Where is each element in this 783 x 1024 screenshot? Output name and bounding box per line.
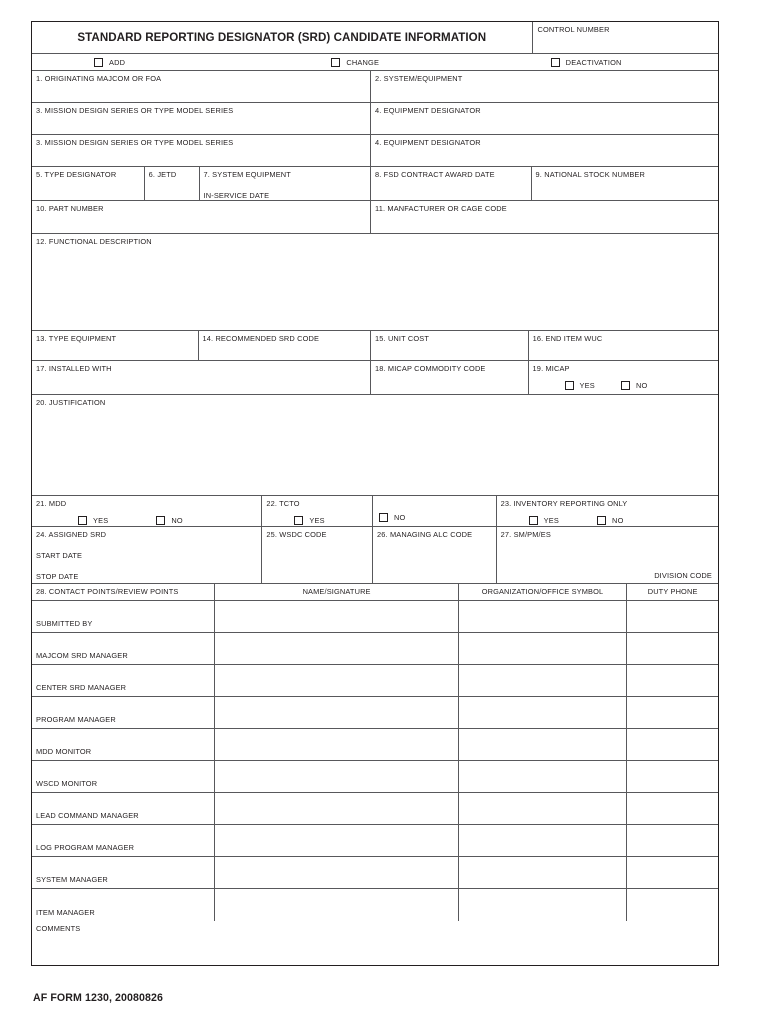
contact-name-cell[interactable] (215, 729, 458, 760)
contact-role: LOG PROGRAM MANAGER (36, 843, 135, 852)
contact-role: MAJCOM SRD MANAGER (36, 651, 128, 660)
row-field-3-4-a (32, 103, 718, 135)
row-comments (32, 921, 718, 965)
field-19-micap[interactable] (529, 361, 718, 394)
contact-header-roles (32, 584, 215, 600)
action-option-add[interactable] (32, 54, 267, 70)
contact-role-cell (32, 889, 215, 921)
field-20-label: 20. JUSTIFICATION (36, 398, 106, 407)
field-2-label: 2. SYSTEM/EQUIPMENT (375, 74, 463, 83)
contact-role-cell (32, 697, 215, 728)
comments-label: COMMENTS (36, 924, 81, 933)
mdd-yes-option[interactable] (78, 516, 108, 525)
contact-header-col2: NAME/SIGNATURE (302, 587, 371, 596)
field-7-system-equipment-in-service-date[interactable] (200, 167, 372, 200)
micap-no-option[interactable] (621, 381, 648, 390)
contact-role-cell (32, 793, 215, 824)
field-16-end-item-wuc[interactable] (529, 331, 718, 360)
contact-phone-cell[interactable] (627, 633, 718, 664)
inventory-no-option[interactable] (597, 516, 624, 525)
field-22-tcto-yes[interactable] (262, 496, 373, 526)
mdd-yes-no-group (78, 516, 261, 525)
mdd-yes-label: YES (93, 516, 109, 525)
comments-field[interactable] (32, 921, 718, 965)
field-3a-label: 3. MISSION DESIGN SERIES OR TYPE MODEL SERIES (36, 106, 234, 115)
add-checkbox[interactable] (94, 58, 103, 67)
field-1-originating-majcom[interactable] (32, 71, 371, 102)
row-field-5-9 (32, 167, 718, 201)
table-row (32, 889, 718, 921)
contact-name-cell[interactable] (215, 697, 458, 728)
field-27-sm-pm-es[interactable] (497, 527, 718, 583)
contact-phone-cell[interactable] (627, 825, 718, 856)
field-8-label: 8. FSD CONTRACT AWARD DATE (375, 170, 495, 179)
field-24-start-date-label: START DATE (36, 551, 83, 560)
row-field-12 (32, 234, 718, 331)
contact-role: SUBMITTED BY (36, 619, 93, 628)
tcto-no-checkbox[interactable] (379, 513, 388, 522)
contact-name-cell[interactable] (215, 825, 458, 856)
page-title: STANDARD REPORTING DESIGNATOR (SRD) CANDIDATE INFORMATION (77, 31, 487, 44)
contact-role: SYSTEM MANAGER (36, 875, 108, 884)
row-field-17-19 (32, 361, 718, 395)
field-12-label: 12. FUNCTIONAL DESCRIPTION (36, 237, 152, 246)
contact-phone-cell[interactable] (627, 793, 718, 824)
contact-role-cell (32, 857, 215, 888)
field-20-justification[interactable] (32, 395, 718, 495)
control-number-label: CONTROL NUMBER (537, 25, 610, 34)
micap-yes-checkbox[interactable] (565, 381, 574, 390)
field-8-fsd-contract-award-date[interactable] (371, 167, 532, 200)
field-19-label: 19. MICAP (532, 364, 570, 373)
field-11-label: 11. MANFACTURER OR CAGE CODE (375, 204, 507, 213)
field-25-label: 25. WSDC CODE (266, 530, 327, 539)
mdd-no-option[interactable] (156, 516, 183, 525)
inventory-yes-no-group (529, 516, 718, 525)
field-4b-label: 4. EQUIPMENT DESIGNATOR (375, 138, 481, 147)
deactivation-label: DEACTIVATION (565, 57, 622, 67)
contact-organization-cell[interactable] (459, 761, 628, 792)
inventory-no-label: NO (612, 516, 624, 525)
contact-role: ITEM MANAGER (36, 908, 95, 917)
contact-phone-cell[interactable] (627, 889, 718, 921)
action-option-deactivation[interactable] (490, 54, 718, 70)
contact-name-cell[interactable] (215, 889, 458, 921)
field-15-unit-cost[interactable] (371, 331, 529, 360)
inventory-yes-checkbox[interactable] (529, 516, 538, 525)
contact-phone-cell[interactable] (627, 665, 718, 696)
table-row (32, 665, 718, 697)
field-6-jetd[interactable] (145, 167, 200, 200)
field-9-label: 9. NATIONAL STOCK NUMBER (535, 170, 645, 179)
contact-header-name (215, 584, 458, 600)
tcto-yes-label: YES (309, 516, 325, 525)
field-22-spacer (377, 499, 496, 509)
table-row (32, 793, 718, 825)
table-row (32, 729, 718, 761)
inventory-no-checkbox[interactable] (597, 516, 606, 525)
add-label: ADD (109, 57, 126, 67)
table-row (32, 761, 718, 793)
deactivation-checkbox[interactable] (551, 58, 560, 67)
row-field-21-23 (32, 496, 718, 527)
tcto-yes-option[interactable] (294, 516, 324, 525)
field-13-label: 13. TYPE EQUIPMENT (36, 334, 117, 343)
field-16-label: 16. END ITEM WUC (532, 334, 603, 343)
action-option-change[interactable] (267, 54, 489, 70)
contact-header-phone (627, 584, 718, 600)
field-4a-label: 4. EQUIPMENT DESIGNATOR (375, 106, 481, 115)
contact-phone-cell[interactable] (627, 729, 718, 760)
row-field-13-16 (32, 331, 718, 361)
field-15-label: 15. UNIT COST (375, 334, 429, 343)
contact-name-cell[interactable] (215, 601, 458, 632)
contact-phone-cell[interactable] (627, 601, 718, 632)
contact-role-cell (32, 601, 215, 632)
tcto-yes-checkbox[interactable] (294, 516, 303, 525)
contact-organization-cell[interactable] (459, 793, 628, 824)
change-checkbox[interactable] (331, 58, 340, 67)
change-label: CHANGE (346, 57, 380, 67)
table-row (32, 633, 718, 665)
field-3a-mission-design-series[interactable] (32, 103, 371, 134)
row-field-3-4-b (32, 135, 718, 167)
form-title-cell (32, 22, 533, 53)
field-13-type-equipment[interactable] (32, 331, 199, 360)
contact-role: WSCD MONITOR (36, 779, 98, 788)
field-12-functional-description[interactable] (32, 234, 718, 330)
field-10-label: 10. PART NUMBER (36, 204, 104, 213)
field-2-system-equipment[interactable] (371, 71, 718, 102)
field-4a-equipment-designator[interactable] (371, 103, 718, 134)
contact-header-col3: ORGANIZATION/OFFICE SYMBOL (481, 587, 604, 596)
field-21-mdd[interactable] (32, 496, 262, 526)
field-24-label: 24. ASSIGNED SRD (36, 530, 107, 539)
field-24-assigned-srd[interactable] (32, 527, 262, 583)
field-5-label: 5. TYPE DESIGNATOR (36, 170, 117, 179)
contact-role-cell (32, 729, 215, 760)
field-4b-equipment-designator[interactable] (371, 135, 718, 166)
field-18-micap-commodity-code[interactable] (371, 361, 529, 394)
field-3b-label: 3. MISSION DESIGN SERIES OR TYPE MODEL SERIES (36, 138, 234, 147)
contact-name-cell[interactable] (215, 793, 458, 824)
field-24-stop-date-label: STOP DATE (36, 572, 79, 581)
field-17-label: 17. INSTALLED WITH (36, 364, 112, 373)
field-7-sublabel: IN-SERVICE DATE (203, 191, 270, 200)
micap-yes-label: YES (579, 381, 595, 390)
field-3b-mission-design-series[interactable] (32, 135, 371, 166)
row-field-20 (32, 395, 718, 496)
field-11-manufacturer-cage-code[interactable] (371, 201, 718, 233)
mdd-no-checkbox[interactable] (156, 516, 165, 525)
form-footer: AF FORM 1230, 20080826 (33, 992, 163, 1004)
inventory-yes-option[interactable] (529, 516, 559, 525)
contact-organization-cell[interactable] (459, 729, 628, 760)
contact-phone-cell[interactable] (627, 697, 718, 728)
contact-role: CENTER SRD MANAGER (36, 683, 127, 692)
contact-phone-cell[interactable] (627, 761, 718, 792)
contact-role-cell (32, 761, 215, 792)
tcto-yes-group (294, 516, 372, 525)
micap-yes-no-group (565, 381, 718, 390)
contact-name-cell[interactable] (215, 633, 458, 664)
contact-header-col4: DUTY PHONE (647, 587, 698, 596)
field-26-label: 26. MANAGING ALC CODE (377, 530, 473, 539)
field-25-wsdc-code[interactable] (262, 527, 373, 583)
field-9-national-stock-number[interactable] (532, 167, 718, 200)
field-14-recommended-srd-code[interactable] (199, 331, 372, 360)
micap-yes-option[interactable] (565, 381, 595, 390)
contact-organization-cell[interactable] (459, 697, 628, 728)
contact-organization-cell[interactable] (459, 601, 628, 632)
contact-organization-cell[interactable] (459, 665, 628, 696)
field-1-label: 1. ORIGINATING MAJCOM OR FOA (36, 74, 162, 83)
field-22-label: 22. TCTO (266, 499, 300, 508)
control-number-field[interactable] (533, 22, 718, 53)
contact-name-cell[interactable] (215, 761, 458, 792)
contact-organization-cell[interactable] (459, 857, 628, 888)
field-6-label: 6. JETD (148, 170, 177, 179)
action-type-row (32, 54, 718, 71)
contact-name-cell[interactable] (215, 665, 458, 696)
inventory-yes-label: YES (543, 516, 560, 525)
field-23-inventory-reporting-only[interactable] (497, 496, 718, 526)
field-10-part-number[interactable] (32, 201, 371, 233)
table-row (32, 825, 718, 857)
field-14-label: 14. RECOMMENDED SRD CODE (202, 334, 320, 343)
field-5-type-designator[interactable] (32, 167, 145, 200)
contact-header-organization (459, 584, 628, 600)
field-23-label: 23. INVENTORY REPORTING ONLY (500, 499, 628, 508)
field-27-division-code-label: DIVISION CODE (654, 571, 712, 580)
af-form-1230 (31, 21, 719, 966)
row-field-24-27 (32, 527, 718, 584)
contact-role-cell (32, 633, 215, 664)
contact-role: PROGRAM MANAGER (36, 715, 116, 724)
tcto-no-label: NO (394, 513, 406, 522)
mdd-yes-checkbox[interactable] (78, 516, 87, 525)
table-row (32, 697, 718, 729)
field-21-label: 21. MDD (36, 499, 67, 508)
tcto-no-group (379, 513, 496, 522)
contact-table-body (32, 601, 718, 921)
field-17-installed-with[interactable] (32, 361, 371, 394)
table-row (32, 857, 718, 889)
field-26-managing-alc-code[interactable] (373, 527, 497, 583)
contact-role: LEAD COMMAND MANAGER (36, 811, 139, 820)
field-22-tcto-no[interactable] (373, 496, 497, 526)
field-7-label: 7. SYSTEM EQUIPMENT (203, 170, 291, 179)
field-27-label: 27. SM/PM/ES (500, 530, 551, 539)
micap-no-label: NO (635, 381, 648, 390)
contact-role: MDD MONITOR (36, 747, 92, 756)
row-field-10-11 (32, 201, 718, 234)
tcto-no-option[interactable] (379, 513, 406, 522)
contact-role-cell (32, 825, 215, 856)
contact-header-col1: 28. CONTACT POINTS/REVIEW POINTS (36, 587, 179, 596)
table-row (32, 601, 718, 633)
contact-role-cell (32, 665, 215, 696)
field-18-label: 18. MICAP COMMODITY CODE (375, 364, 486, 373)
contact-organization-cell[interactable] (459, 889, 628, 921)
micap-no-checkbox[interactable] (621, 381, 630, 390)
contact-organization-cell[interactable] (459, 825, 628, 856)
contact-table-header (32, 584, 718, 601)
contact-name-cell[interactable] (215, 857, 458, 888)
contact-organization-cell[interactable] (459, 633, 628, 664)
mdd-no-label: NO (171, 516, 183, 525)
title-row (32, 22, 718, 54)
row-field-1-2 (32, 71, 718, 103)
contact-phone-cell[interactable] (627, 857, 718, 888)
